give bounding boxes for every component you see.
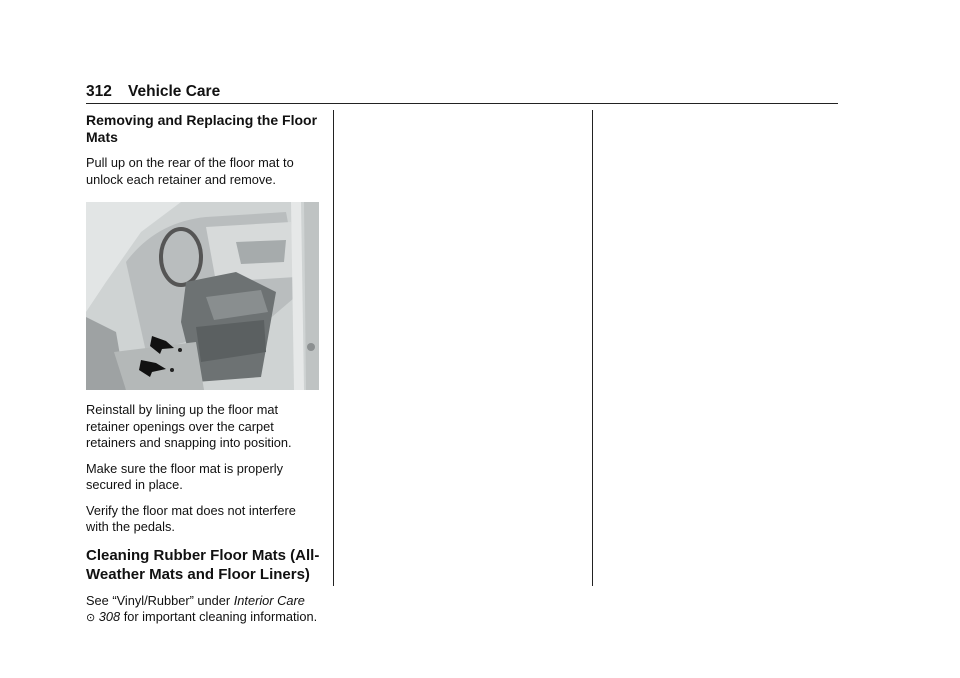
cleaning-text-pre: See “Vinyl/Rubber” under: [86, 592, 234, 608]
paragraph-cleaning: [86, 593, 321, 627]
column-1: [86, 112, 321, 636]
paragraph-pedals: Verify the floor mat does not interfere with the pedals.: [86, 502, 296, 534]
page-ref-icon: ⊙: [86, 612, 96, 624]
column-divider-1: [333, 110, 334, 586]
paragraph-secure: Make sure the floor mat is properly secured in place.: [86, 460, 284, 492]
column-divider-2: [592, 110, 593, 586]
page-header: [86, 83, 838, 104]
page-title: Vehicle Care: [128, 83, 221, 100]
cross-ref-page[interactable]: 308: [98, 609, 121, 624]
section-heading-cleaning: Cleaning Rubber Floor Mats (All-Weather Mats and Floor Liners): [86, 546, 320, 583]
cross-ref-interior-care[interactable]: Interior Care: [233, 592, 305, 608]
floor-mat-illustration: [86, 202, 319, 390]
paragraph-remove: Pull up on the rear of the floor mat to unlock each retainer and remove.: [86, 155, 294, 187]
page-number: 312: [86, 83, 112, 100]
section-heading-floor-mats: Removing and Replacing the Floor Mats: [86, 112, 318, 145]
cleaning-text-post: for important cleaning information.: [120, 609, 318, 624]
paragraph-reinstall: Reinstall by lining up the floor mat retainer openings over the carpet retainers and snapping into position.: [86, 402, 292, 450]
